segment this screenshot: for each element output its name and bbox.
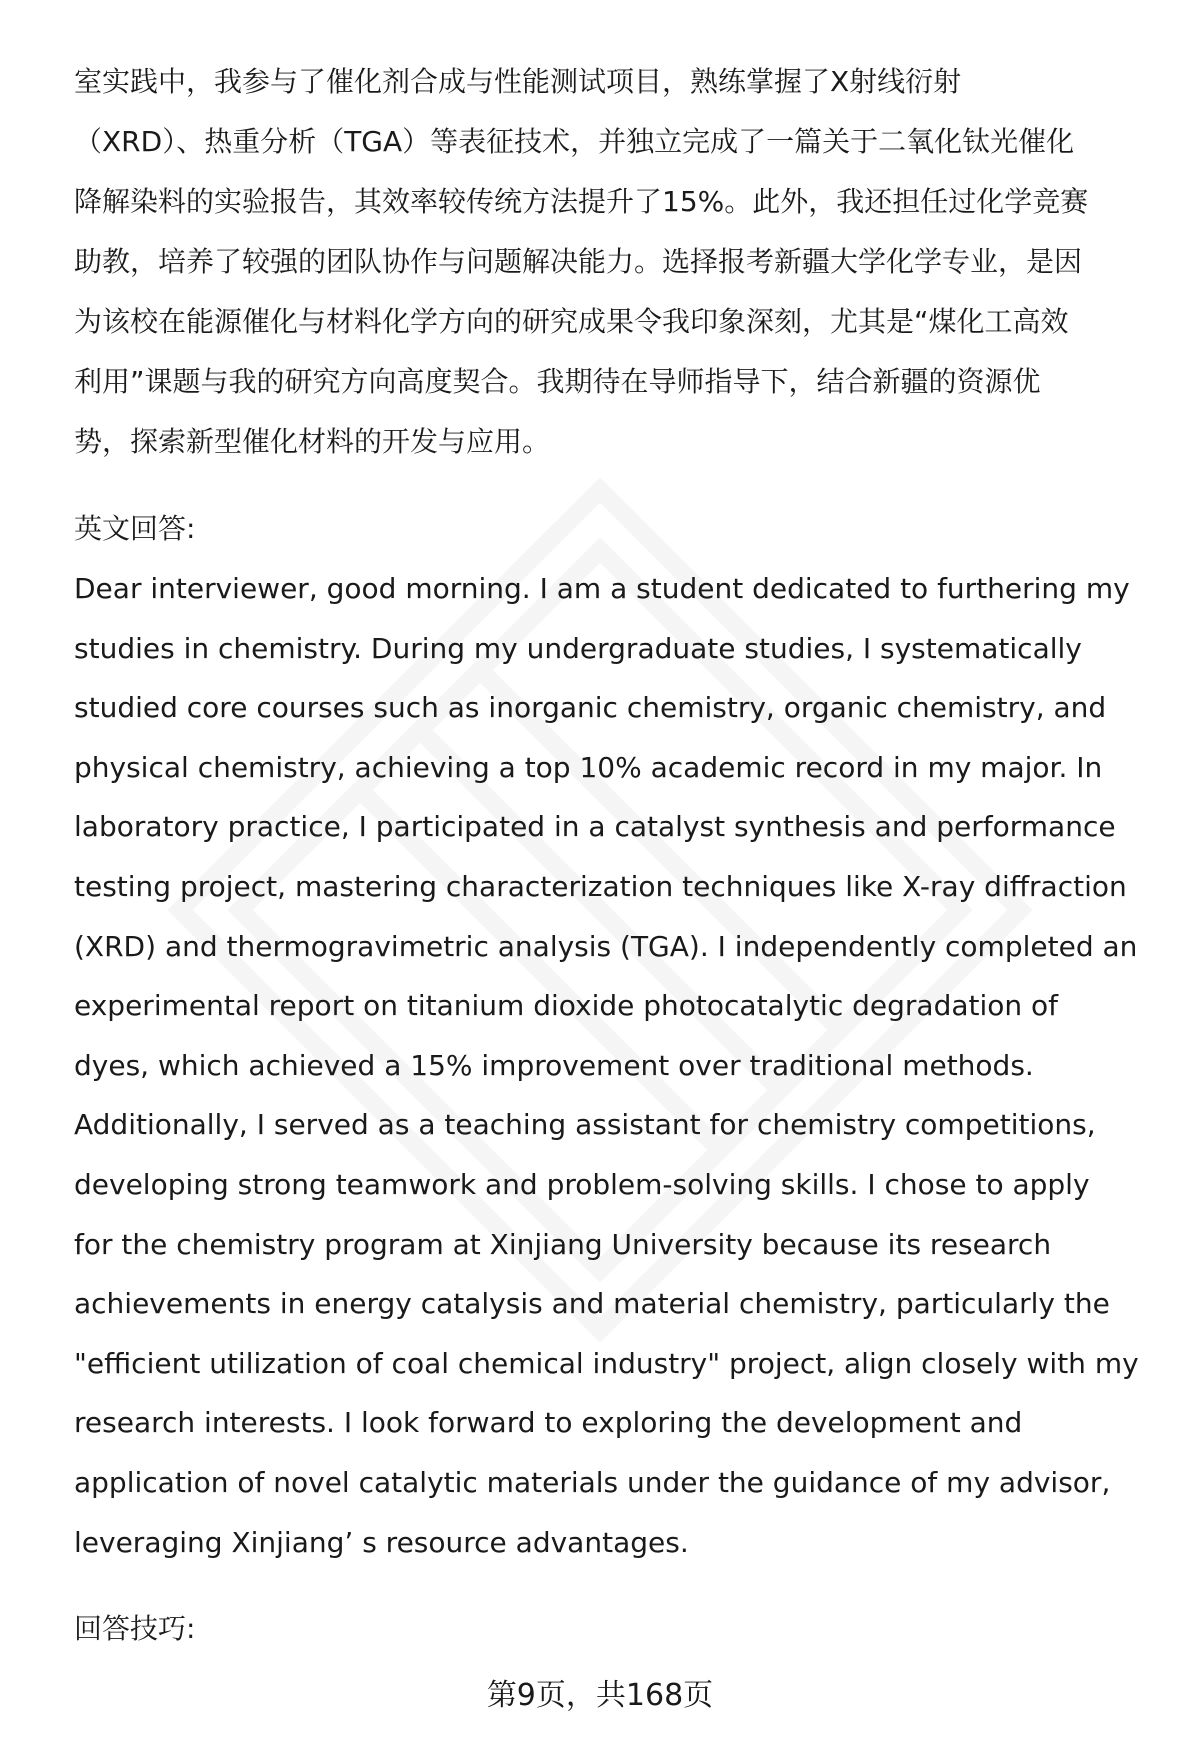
english-paragraph-line: dyes, which achieved a 15% improvement over traditional methods. bbox=[74, 1048, 1034, 1082]
english-paragraph-line: research interests. I look forward to exploring the development and bbox=[74, 1406, 1023, 1440]
english-paragraph-line: Additionally, I served as a teaching assistant for chemistry competitions, bbox=[74, 1108, 1096, 1142]
english-paragraph-line: achievements in energy catalysis and material chemistry, particularly the bbox=[74, 1287, 1110, 1321]
english-paragraph-line: leveraging Xinjiang’ s resource advantages. bbox=[74, 1525, 689, 1559]
section-gap bbox=[74, 1572, 1144, 1599]
chinese-paragraph-line: 助教，培养了较强的团队协作与问题解决能力。选择报考新疆大学化学专业，是因 bbox=[74, 245, 1083, 278]
section-gap bbox=[74, 472, 1144, 499]
english-paragraph-line: physical chemistry, achieving a top 10% academic record in my major. In bbox=[74, 750, 1103, 784]
english-paragraph-line: testing project, mastering characterization techniques like X-ray diffraction bbox=[74, 869, 1127, 903]
english-paragraph-line: laboratory practice, I participated in a catalyst synthesis and performance bbox=[74, 810, 1116, 844]
chinese-paragraph-line: 室实践中，我参与了催化剂合成与性能测试项目，熟练掌握了X射线衍射 bbox=[74, 65, 962, 98]
answer-tips-heading: 回答技巧: bbox=[74, 1612, 196, 1646]
english-paragraph-line: (XRD) and thermogravimetric analysis (TGA). I independently completed an bbox=[74, 929, 1138, 963]
english-paragraph-line: Dear interviewer, good morning. I am a student dedicated to furthering my bbox=[74, 572, 1130, 605]
english-paragraph-line: developing strong teamwork and problem-solving skills. I chose to apply bbox=[74, 1167, 1090, 1201]
english-answer-heading: 英文回答: bbox=[74, 512, 196, 545]
english-paragraph-line: studies in chemistry. During my undergraduate studies, I systematically bbox=[74, 631, 1082, 665]
english-paragraph-line: studied core courses such as inorganic chemistry, organic chemistry, and bbox=[74, 691, 1107, 725]
chinese-paragraph-line: 势，探索新型催化材料的开发与应用。 bbox=[74, 425, 551, 458]
chinese-paragraph-line: 为该校在能源催化与材料化学方向的研究成果令我印象深刻，尤其是“煤化工高效 bbox=[74, 305, 1069, 338]
english-paragraph-line: for the chemistry program at Xinjiang University because its research bbox=[74, 1227, 1052, 1261]
document-content bbox=[74, 52, 1144, 1659]
chinese-paragraph-line: （XRD）、热重分析（TGA）等表征技术，并独立完成了一篇关于二氧化钛光催化 bbox=[74, 125, 1075, 158]
page-number-footer: 第9页，共168页 bbox=[486, 1678, 714, 1713]
english-paragraph-line: application of novel catalytic materials under the guidance of my advisor, bbox=[74, 1465, 1111, 1499]
english-paragraph-line: experimental report on titanium dioxide photocatalytic degradation of bbox=[74, 989, 1059, 1023]
chinese-paragraph-line: 降解染料的实验报告，其效率较传统方法提升了15%。此外，我还担任过化学竞赛 bbox=[74, 185, 1089, 218]
chinese-paragraph-line: 利用”课题与我的研究方向高度契合。我期待在导师指导下，结合新疆的资源优 bbox=[74, 365, 1041, 398]
english-paragraph-line: "efficient utilization of coal chemical industry" project, align closely with my bbox=[74, 1346, 1139, 1380]
